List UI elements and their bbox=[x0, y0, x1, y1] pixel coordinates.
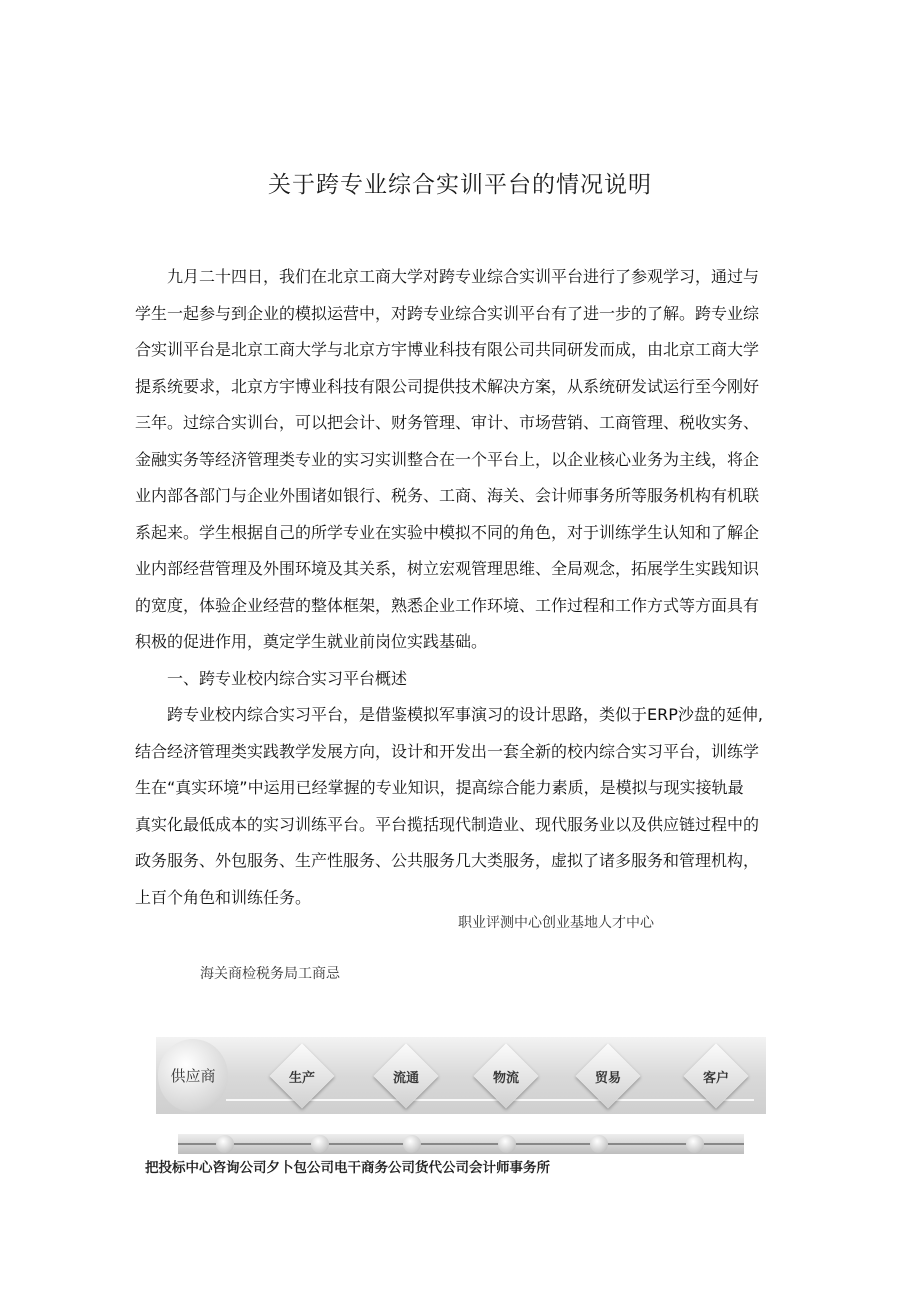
caption-government-agencies: 海关商检税务局工商忌 bbox=[200, 966, 340, 982]
section-heading: 一、跨专业校内综合实习平台概述 bbox=[167, 668, 408, 688]
paragraph-line: 积极的促进作用，奠定学生就业前岗位实践基础。 bbox=[135, 632, 488, 651]
flow-node bbox=[676, 1045, 756, 1107]
flow-start-supplier: 供应商 bbox=[158, 1039, 228, 1112]
timeline-node-icon bbox=[311, 1135, 329, 1153]
paragraph-line: 三年。过综合实训台，可以把会计、财务管理、审计、市场营销、工商管理、税收实务、 bbox=[135, 413, 760, 432]
flow-node bbox=[466, 1045, 546, 1107]
service-timeline-track bbox=[178, 1134, 744, 1154]
timeline-node-icon bbox=[590, 1135, 608, 1153]
paragraph-line: 九月二十四日，我们在北京工商大学对跨专业综合实训平台进行了参观学习，通过与 bbox=[167, 267, 760, 286]
flow-node-label: 贸易 bbox=[594, 1070, 621, 1086]
paragraph-line: 业内部各部门与企业外围诸如银行、税务、工商、海关、会计师事务所等服务机构有机联 bbox=[135, 486, 760, 505]
flow-node bbox=[262, 1045, 342, 1107]
paragraph-line: 真实化最低成本的实习训练平台。平台揽括现代制造业、现代服务业以及供应链过程中的 bbox=[135, 814, 760, 834]
caption-service-companies: 把投标中心咨询公司夕卜包公司电干商务公司货代公司会计师事务所 bbox=[145, 1160, 550, 1176]
timeline-node-icon bbox=[498, 1135, 516, 1153]
paragraph-line: 政务服务、外包服务、生产性服务、公共服务几大类服务，虚拟了诸多服务和管理机构， bbox=[135, 851, 760, 870]
timeline-rail bbox=[178, 1143, 744, 1145]
document-title: 关于跨专业综合实训平台的情况说明 bbox=[268, 172, 652, 198]
document-body bbox=[135, 259, 780, 916]
paragraph-line: 跨专业校内综合实习平台，是借鉴模拟军事演习的设计思路，类似于ERP沙盘的延伸, bbox=[167, 705, 763, 724]
paragraph-line: 合实训平台是北京工商大学与北京方宇博业科技有限公司共同研发而成，由北京工商大学 bbox=[135, 340, 760, 359]
paragraph-line: 生在“真实环境”中运用已经掌握的专业知识，提高综合能力素质，是模拟与现实接轨最 bbox=[135, 778, 744, 797]
timeline-node-icon bbox=[686, 1135, 704, 1153]
paragraph-line: 系起来。学生根据自己的所学专业在实验中模拟不同的角色，对于训练学生认知和了解企 bbox=[135, 522, 760, 542]
paragraph-1 bbox=[135, 259, 780, 661]
caption-service-centers: 职业评测中心创业基地人才中心 bbox=[458, 915, 654, 931]
paragraph-line: 金融实务等经济管理类专业的实习实训整合在一个平台上，以企业核心业务为主线，将企 bbox=[135, 449, 760, 469]
paragraph-line: 提系统要求，北京方宇博业科技有限公司提供技术解决方案，从系统研发试运行至今刚好 bbox=[135, 376, 760, 396]
paragraph-line: 的宽度，体验企业经营的整体框架，熟悉企业工作环境、工作过程和工作方式等方面具有 bbox=[135, 595, 760, 615]
flow-node-label: 客户 bbox=[702, 1070, 729, 1086]
paragraph-2 bbox=[135, 697, 780, 916]
timeline-node-icon bbox=[216, 1135, 234, 1153]
supply-chain-flow-diagram bbox=[156, 1037, 766, 1114]
paragraph-line: 业内部经营管理及外围环境及其关系，树立宏观管理思维、全局观念，拓展学生实践知识 bbox=[135, 559, 760, 578]
paragraph-line: 学生一起参与到企业的模拟运营中，对跨专业综合实训平台有了进一步的了解。跨专业综 bbox=[135, 303, 760, 323]
flow-node-label: 流通 bbox=[392, 1070, 419, 1086]
flow-node bbox=[366, 1045, 446, 1107]
paragraph-line: 结合经济管理类实践教学发展方向，设计和开发出一套全新的校内综合实习平台，训练学 bbox=[135, 741, 760, 761]
flow-node bbox=[568, 1045, 648, 1107]
flow-node-label: 物流 bbox=[492, 1070, 519, 1086]
paragraph-line: 上百个角色和训练任务。 bbox=[135, 887, 312, 907]
timeline-node-icon bbox=[403, 1135, 421, 1153]
flow-node-label: 生产 bbox=[288, 1070, 315, 1086]
